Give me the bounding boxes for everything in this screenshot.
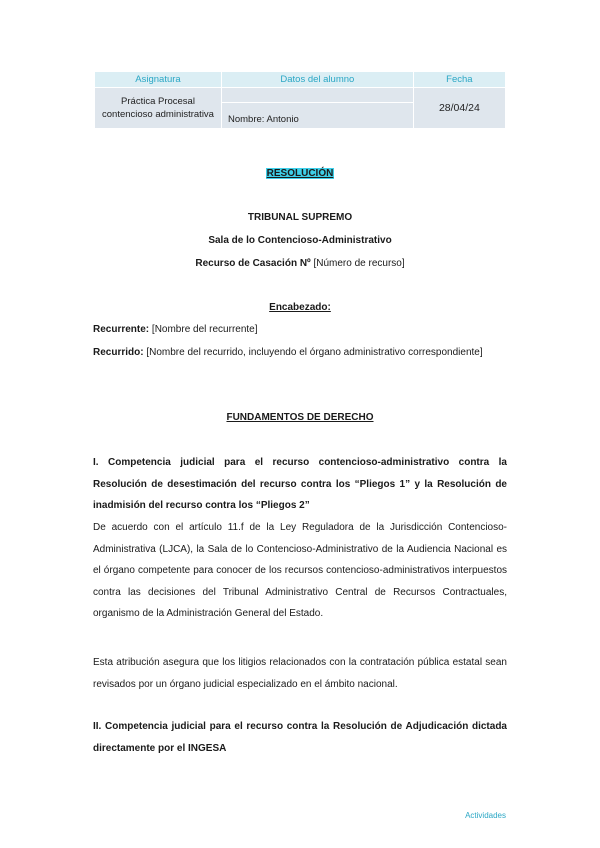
resolution-title: RESOLUCIÓN (266, 168, 334, 179)
chamber-name: Sala de lo Contencioso-Administrativo (208, 235, 392, 246)
appeal-line (93, 258, 507, 269)
section-1-title: I. Competencia judicial para el recurso contencioso-administrativo contra la Resolución de desestimación del recurso contra los “Pliegos 1” y la Resolución de inadmisión del recurso contra los “Pliegos 2” (93, 457, 507, 511)
court-name: TRIBUNAL SUPREMO (247, 212, 353, 223)
resolution-title-line (93, 168, 507, 179)
student-name-cell: Nombre: Antonio (221, 103, 413, 129)
column-header-subject: Asignatura (95, 72, 222, 88)
section-1-paragraph-2: Esta atribución asegura que los litigios relacionados con la contratación pública estatal sean revisados por un órgano judicial especializado en el ámbito nacional. (93, 657, 507, 690)
column-header-date: Fecha (413, 72, 505, 88)
section-2-title: II. Competencia judicial para el recurso contra la Resolución de Adjudicación dictada directamente por el INGESA (93, 721, 507, 754)
subject-cell: Práctica Procesal contencioso administrativa (95, 88, 222, 129)
appellant-value: [Nombre del recurrente] (149, 324, 258, 335)
grounds-title: FUNDAMENTOS DE DERECHO (226, 412, 374, 423)
respondent-line (93, 342, 507, 364)
footer-label: Actividades (465, 811, 506, 820)
heading-encabezado: Encabezado: (269, 302, 331, 313)
appeal-number: [Número de recurso] (310, 258, 405, 269)
header-table (94, 71, 506, 129)
respondent-value: [Nombre del recurrido, incluyendo el órgano administrativo correspondiente] (143, 347, 483, 358)
section-1-paragraph-1: De acuerdo con el artículo 11.f de la Ley Reguladora de la Jurisdicción Contencioso-Administrativa (LJCA), la Sala de lo Contencioso-Administrativo de la Audiencia Nacional es el órgano competente para conocer de los recursos contencioso-administrativos interpuestos contra las decisiones del Tribunal Administrativo Central de Recursos Contractuales, organismo de la Administración General del Estado. (93, 522, 507, 619)
appellant-line (93, 319, 507, 341)
date-cell: 28/04/24 (413, 88, 505, 129)
appellant-label: Recurrente: (93, 324, 150, 335)
appeal-label: Recurso de Casación Nº (195, 258, 311, 269)
student-blank-cell (221, 88, 413, 103)
respondent-label: Recurrido: (93, 347, 144, 358)
column-header-student: Datos del alumno (221, 72, 413, 88)
